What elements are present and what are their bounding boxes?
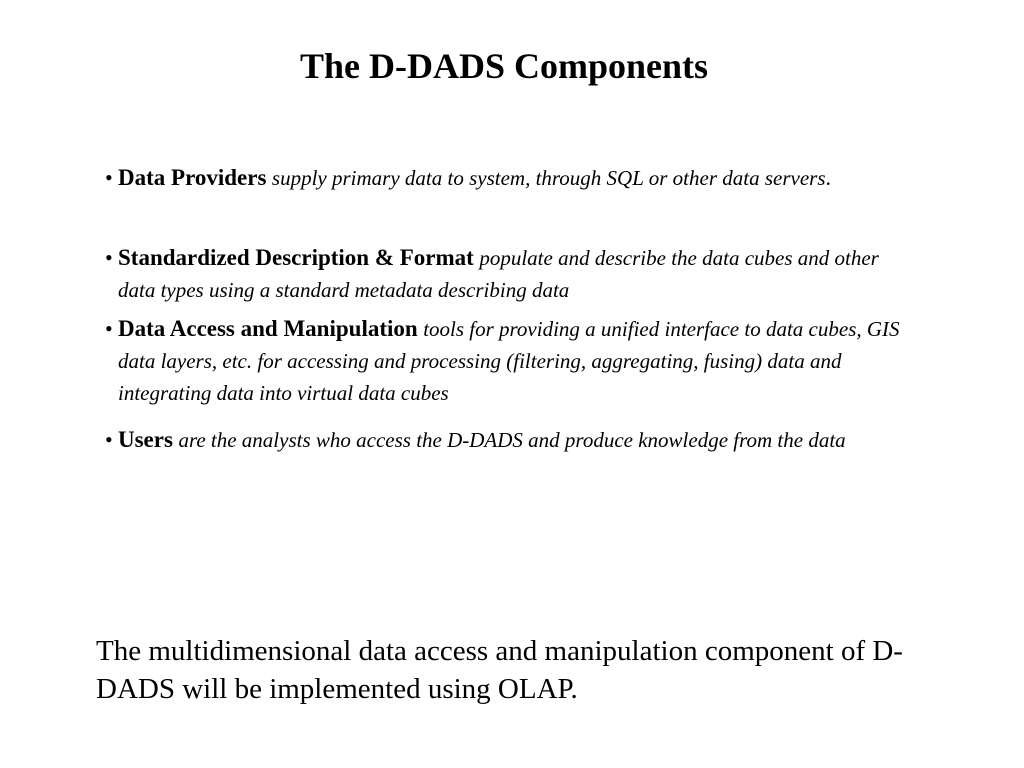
- bullet-description: supply primary data to system, through SQL or other data servers: [271, 166, 826, 190]
- bullet-text: [118, 242, 918, 306]
- bullet-description: populate and describe the data cubes and other data types using a standard metadata describing data: [118, 246, 879, 302]
- bullet-marker: •: [105, 165, 113, 190]
- slide-title: The D-DADS Components: [299, 46, 709, 86]
- bullet-end: .: [825, 165, 831, 190]
- bullet-description: are the analysts who access the D-DADS and produce knowledge from the data: [178, 428, 846, 452]
- bullet-term: Data Providers: [118, 165, 267, 190]
- bullet-text: [118, 313, 918, 409]
- bullet-term: Standardized Description & Format: [118, 245, 474, 270]
- bullet-text: [118, 158, 918, 198]
- bullet-text: [118, 420, 918, 460]
- bullet-term: Users: [118, 427, 173, 452]
- bullet-marker: •: [105, 316, 113, 341]
- bullet-marker: •: [105, 245, 113, 270]
- bullet-term: Data Access and Manipulation: [118, 316, 418, 341]
- bullet-description: tools for providing a unified interface to data cubes, GIS data layers, etc. for accessing and processing (filtering, aggregating, fusing) data and integrating data into virtual data cubes: [118, 317, 900, 405]
- bullet-marker: •: [105, 427, 113, 452]
- summary-note: The multidimensional data access and manipulation component of D-DADS will be implemented using OLAP.: [96, 635, 903, 705]
